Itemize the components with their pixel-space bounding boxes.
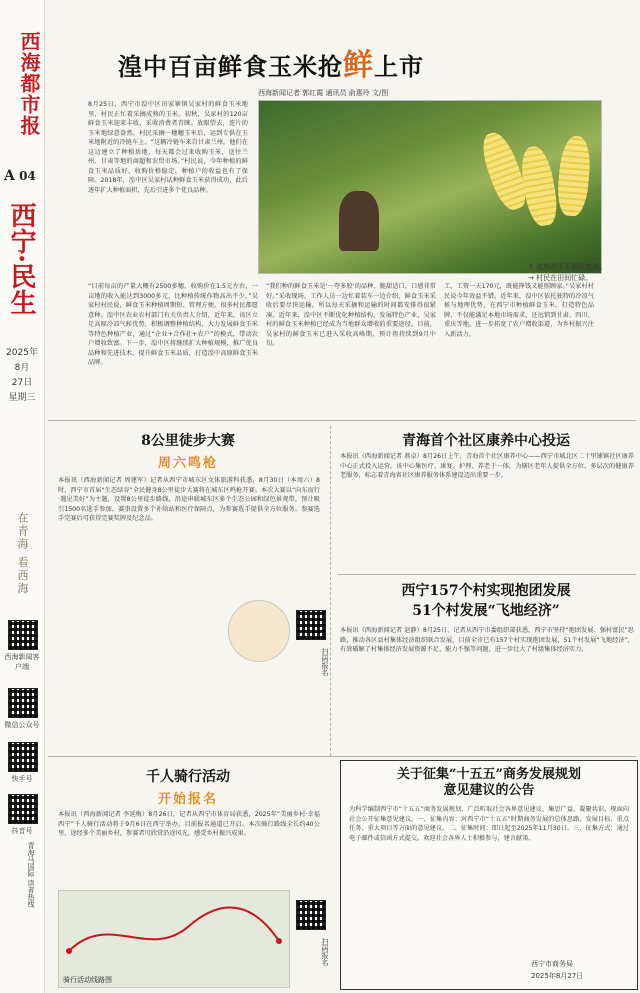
center-body: 本报讯（西海新闻记者 燕卓）8月26日上午，青海首个社区康养中心——西宁市城北区二十里铺镇社区康养中心正式投入运营。该中心集医疗、康复、护理、养老于一体，为辖区老年人提供全方位、多层次的健康养老服务，标志着青海省社区康养服务体系建设迈出重要一步。 [340,453,634,479]
divider [48,756,636,757]
hike-mascot-graphic [228,600,290,662]
qr-label-kuaishou: 快手号 [11,775,33,783]
hike-title: 8公里徒步大赛 [141,433,235,449]
newspaper-masthead: 西海都市报 [17,30,41,136]
route-map-label: 骑行活动线路图 [63,976,112,984]
page-letter: A [4,168,15,184]
notice-body: 为科学编制西宁市“十五五”商务发展规划，广泛听取社会各界意见建议，集思广益、凝聚共识，现面向社会公开征集意见建议。一、征集内容：对西宁市“十五五”时期商务发展的总体思路、发展目标、重点任务、重大项目等方面的意见建议。二、征集时间：即日起至2025年11月30日。三、征集方式：通过电子邮件或信函方式提交。欢迎社会各界人士积极参与，建言献策。 [349,806,629,842]
lead-column-4: 工，工资一天170元，既能挣钱又能照顾家。”吴家村村民说今年效益不错。近年来，湟中区依托独特的冷凉气候与地理优势，在西宁市种植鲜食玉米，打造特色品牌，不仅能满足本地市场需求，还远销到甘肃、四川、重庆等地，进一步拓宽了农户增收渠道，为乡村振兴注入新活力。 [444,283,594,338]
divider [48,420,636,421]
photo-caption [528,262,638,284]
page-number [4,168,40,184]
notice-title-line-1: 关于征集“十五五”商务发展规划 [397,767,581,782]
page-main [48,0,636,993]
qr-label-douyin: 抖音号 [11,827,33,835]
qr-code-icon[interactable] [296,900,326,930]
hike-subtitle: 周六鸣枪 [157,456,218,471]
bike-title: 千人骑行活动 [146,769,230,785]
route-line-icon [59,891,289,971]
bike-route-map [58,890,290,988]
slogan: 在青海 看西海 [16,512,29,596]
corn-cob [517,144,560,228]
notice-title-line-2: 意见建议的公告 [443,783,535,798]
villager-figure [339,191,379,251]
lead-byline: 西海新闻记者 郭红霞 通讯员 俞惠玲 文/图 [258,89,389,97]
qr-code-icon[interactable] [8,742,38,772]
bike-subtitle: 开始报名 [157,792,218,807]
bike-qr-label: 扫码报名 [321,938,329,966]
column-divider [330,426,331,756]
corn-cob [556,135,593,217]
section-name: 西宁·民生 [6,202,36,316]
qr-code-icon[interactable] [8,620,38,650]
issue-month: 8月 [14,363,30,373]
issue-year: 2025年 [6,348,38,358]
villages-title-2: 51个村发展“飞地经济” [412,603,560,619]
bike-body: 本报讯（西海新闻记者 李延梅）8月26日，记者从西宁市体育局获悉，2025年“美丽乡村·幸福西宁”千人骑行活动将于9月6日在西宁举办，目前报名通道已开启。本次骑行路线全长约40公里，途经多个美丽乡村，参赛者可欣赏沿途风光，感受乡村振兴成果。 [58,811,320,837]
caption-line-1: ↑ 成熟的玉米颗粒饱满。 [528,263,607,271]
public-notice [340,760,638,990]
sidebar [0,0,45,993]
sidebar-contact: 青海马国际 读者热线 [27,842,35,908]
hike-body: 本报讯（西海新闻记者 周建军）记者从西宁市城东区文体旅游科获悉，8月30日（本周六）8时，西宁市首届“生态绿谷”全民健身8公里徒步大赛将在城东区鸣枪开赛。本次大赛以“向东而行·遇见美好”为主题，设置8公里徒步路线，沿途串联城东区多个生态公园和绿色景观带，预计吸引1500名选手参加。赛事设置多个补给站和医疗保障点，为参赛选手提供全方位服务。参赛选手完赛后可获得完赛奖牌及纪念品。 [58,477,320,522]
notice-signer: 西宁市商务局 [531,960,573,968]
lead-column-1: 8月25日，西宁市湟中区田家寨镇吴家村的鲜食玉米地里，村民正忙着采摘成熟的玉米。初秋，吴家村的120亩鲜食玉米迎来丰收，采收消费者青睐。放眼望去，连片的玉米地绿意盎然，村民采摘一穗穗玉米后，运到专供在玉米地附近的冷链车上。“这辆冷链车来自甘肃兰州，他们在这边建立了种植基地，每天都会过来收购玉米，送往兰州、甘肃等地的商超和农贸市场。”村民说，今年种植的鲜食玉米品质好，收购价格稳定，种植户的收益也有了保障。2018年，湟中区吴家村试种鲜食玉米获得成功，此后逐年扩大种植面积，先后引进多个优良品种。 [88,101,248,194]
villages-body: 本报讯（西海新闻记者 赵静）8月25日，记者从西宁市委组织部获悉，西宁市坚持“抱团发展、强村富民”思路，推动各区县村集体经济组织联合发展，目前全市已有157个村实现抱团发展，51个村发展“飞地经济”，有效破解了村集体经济发展资源不足、能力不强等问题，进一步壮大了村级集体经济实力。 [340,627,634,653]
qr-label-app: 西海新闻客户端 [4,653,40,671]
center-title: 青海首个社区康养中心投运 [402,433,570,449]
lead-headline [118,40,638,84]
corn-field-photo [258,100,602,274]
issue-date [4,346,40,406]
headline-part-2: 上市 [374,52,424,81]
qr-code-icon[interactable] [296,610,326,640]
qr-code-icon[interactable] [8,794,38,824]
issue-day: 27日 [11,378,33,388]
page-digits: 04 [19,169,36,183]
lead-column-2: “目前每亩的产量大概有2500多穗，收购价在1.5元左右，一亩地的收入能达到3000多元，比种植传统作物高出不少。”吴家村村民说，鲜食玉米种植周期短、管理方便，很多村民都愿意种。湟中区农业农村部门有关负责人介绍，近年来，该区立足高原冷凉气候优势，积极调整种植结构，大力发展鲜食玉米等特色种植产业，通过“企业+合作社+农户”的模式，带动农户增收致富。下一步，湟中区将继续扩大种植规模，推广优良品种和先进技术，提升鲜食玉米品质，打造湟中高原鲜食玉米品牌。 [88,283,258,366]
caption-line-2: → 村民在田间忙碌。 [528,274,593,282]
lead-column-3: “我们种的鲜食玉米是‘一夸多胶’的品种，脆甜适口，口感非常好。”采收现场，工作人员一边忙着装车一边介绍，鲜食玉米采收后要尽快运输，所以每天采摘和运输的时间都安排得很紧凑。近年来，湟中区不断优化种植结构，发展特色产业，吴家村的鲜食玉米种植已经成为当地群众增收的重要途径。目前，吴家村的鲜食玉米已进入采收高峰期，预计将持续到9月中旬。 [266,283,436,347]
headline-part-1: 湟中百亩鲜食玉米抢 [118,52,343,81]
divider [338,574,636,575]
hike-qr-label: 扫码报名 [321,648,329,676]
qr-code-icon[interactable] [8,688,38,718]
headline-highlight: 鲜 [343,48,374,83]
notice-date: 2025年8月27日 [531,972,584,980]
qr-label-wechat: 微信公众号 [4,721,40,729]
issue-weekday: 星期三 [8,393,36,403]
notice-title [341,767,637,799]
villages-title-1: 西宁157个村实现抱团发展 [401,583,571,599]
